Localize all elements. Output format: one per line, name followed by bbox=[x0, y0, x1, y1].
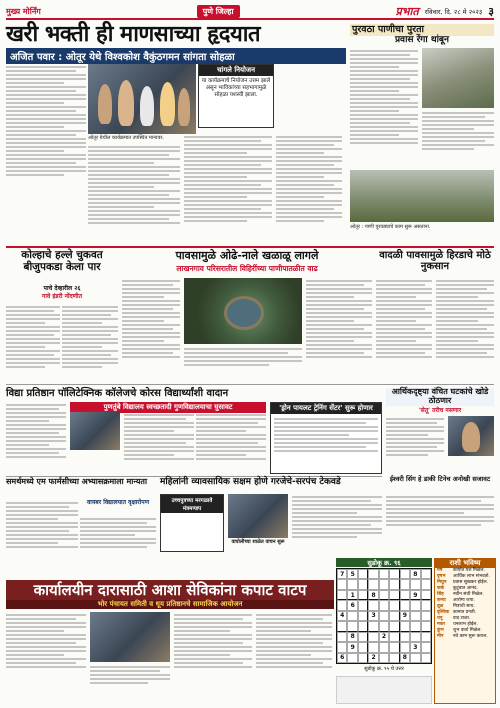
horoscope-list bbox=[435, 568, 495, 640]
story-2-photo-text bbox=[184, 346, 302, 382]
lead-text-column-4 bbox=[276, 134, 342, 244]
sudoku-cell bbox=[358, 653, 368, 663]
sudoku-cell: 3 bbox=[368, 611, 378, 621]
story-2-title: पावसामुळे ओढे-नाले खळाळू लागले bbox=[175, 249, 319, 262]
sudoku-cell: 1 bbox=[347, 590, 357, 600]
sudoku-cell bbox=[358, 621, 368, 631]
horoscope-text: आरोग्य जपा. bbox=[453, 598, 475, 603]
story-5-column bbox=[386, 416, 444, 474]
story-6-column bbox=[386, 494, 494, 548]
sudoku-cell bbox=[379, 642, 389, 652]
story-1-column-1 bbox=[6, 304, 60, 384]
sudoku-cell bbox=[400, 621, 410, 631]
sudoku-cell bbox=[368, 569, 378, 579]
sudoku-cell bbox=[337, 642, 347, 652]
sudoku-cell bbox=[379, 579, 389, 589]
horoscope-text: वाद टाळा. bbox=[453, 616, 471, 621]
horoscope-sign: सिंह bbox=[437, 592, 444, 597]
sudoku-cell bbox=[337, 590, 347, 600]
right-top-column-2 bbox=[422, 110, 494, 168]
sudoku-cell: 8 bbox=[410, 569, 420, 579]
sudoku-cell bbox=[421, 611, 431, 621]
lead-text-column-1 bbox=[6, 64, 86, 204]
sudoku-cell bbox=[337, 621, 347, 631]
sudoku-cell: 8 bbox=[400, 653, 410, 663]
story-1-title: कोल्हाचे हल्ले चुकवत बीजुपकडा केला पार bbox=[21, 249, 103, 273]
sudoku-cell bbox=[368, 600, 378, 610]
section-label: मुख्य मोर्निंग bbox=[6, 6, 41, 16]
horoscope-sign: वृषभ bbox=[437, 574, 446, 579]
bottom-story-sub: भोर पंचायत समिती व धूय प्रतिष्ठानचे सामाजिक आयोजन bbox=[6, 600, 334, 609]
sudoku-cell bbox=[358, 632, 368, 642]
sudoku-cell bbox=[421, 642, 431, 652]
horoscope-text: शुभ वार्ता मिळेल. bbox=[453, 628, 482, 633]
sudoku-cell: 2 bbox=[368, 653, 378, 663]
sudoku-cell bbox=[347, 621, 357, 631]
bottom-column-2 bbox=[90, 664, 170, 704]
sudoku-cell bbox=[410, 653, 420, 663]
story-2-sub: लाखनगाव परिसरातील विहिरींच्या पाणीपातळीत वाढ bbox=[176, 264, 318, 273]
sudoku-cell bbox=[389, 642, 399, 652]
horoscope-sign: मकर bbox=[437, 622, 446, 627]
sudoku-cell bbox=[421, 632, 431, 642]
sudoku-cell: 5 bbox=[347, 569, 357, 579]
right-top-photo-caption: ओतूर : पाणी पुरवठ्याचे काम सुरू असताना. bbox=[350, 224, 431, 230]
sudoku-cell: 3 bbox=[410, 642, 420, 652]
sudoku-grid bbox=[336, 568, 432, 664]
story-7-column-2 bbox=[80, 516, 156, 576]
sudoku-cell bbox=[358, 590, 368, 600]
story-2-column-2 bbox=[306, 278, 372, 382]
sudoku-cell bbox=[389, 621, 399, 631]
sudoku-cell: 8 bbox=[347, 632, 357, 642]
sudoku-cell bbox=[379, 590, 389, 600]
story-4-box-title: 'ड्रोन पायलट ट्रेनिंग सेंटर' सुरू होणार bbox=[271, 403, 381, 414]
horoscope-panel bbox=[434, 558, 496, 704]
masthead-right bbox=[396, 4, 494, 19]
brand-logo: प्रभात bbox=[395, 4, 419, 18]
horoscope-row bbox=[435, 634, 495, 640]
story-1-column-2 bbox=[62, 304, 118, 384]
sudoku-cell bbox=[379, 621, 389, 631]
sudoku-cell bbox=[421, 579, 431, 589]
story-8-photo bbox=[228, 494, 288, 538]
story-3-column-1 bbox=[376, 278, 432, 382]
lead-headline: खरी भक्ती ही माणसाच्या हृदयात bbox=[6, 22, 260, 47]
sudoku-cell: 7 bbox=[337, 569, 347, 579]
bottom-photo bbox=[90, 612, 170, 662]
issue-date: रविवार, दि. २८ मे २०२३ bbox=[424, 7, 483, 16]
masthead bbox=[6, 4, 494, 20]
page-number: ३ bbox=[488, 4, 494, 18]
section-divider bbox=[6, 246, 494, 248]
sudoku-cell bbox=[389, 632, 399, 642]
story-8-title: महिलांनी व्यावसायिक सक्षम होणे गरजेचे-सरपंच टेकवडे bbox=[160, 477, 341, 487]
lead-quote-box bbox=[198, 64, 274, 128]
story-5-portrait bbox=[448, 416, 494, 456]
horoscope-text: कार्यात यश मिळेल. bbox=[453, 568, 485, 573]
story-4-kicker: पुणतुंबे विद्यालय स्वच्छतादी गुणविद्यालयाचा घुसावट bbox=[70, 402, 266, 413]
horoscope-sign: कन्या bbox=[437, 598, 446, 603]
sudoku-title: सुडोकू क्र. ९६ bbox=[336, 558, 432, 567]
story-4-column-2 bbox=[124, 412, 194, 474]
sudoku-cell bbox=[337, 632, 347, 642]
bottom-column-1 bbox=[6, 612, 86, 704]
quote-box-title: चांगले नियोजन bbox=[199, 65, 273, 76]
sudoku-cell: 6 bbox=[347, 600, 357, 610]
sudoku-cell bbox=[400, 590, 410, 600]
lead-subhead: अजित पवार : ओतूर येथे विश्वकोश वैकुंठगमन सांगता सोहळा bbox=[6, 48, 346, 64]
sudoku-cell bbox=[358, 611, 368, 621]
sudoku-cell bbox=[379, 569, 389, 579]
story-1-sub: गावे इंडरी नोंदणीत bbox=[42, 293, 82, 300]
sudoku-cell bbox=[421, 590, 431, 600]
sudoku-cell: 2 bbox=[379, 632, 389, 642]
right-top-subtitle: प्रवास रेंगा थांबून bbox=[394, 35, 450, 45]
horoscope-sign: तूळ bbox=[437, 604, 444, 609]
sudoku-cell bbox=[389, 569, 399, 579]
horoscope-title: राशी भविष्य bbox=[435, 559, 495, 568]
sudoku-cell bbox=[421, 621, 431, 631]
sudoku-cell: 9 bbox=[400, 611, 410, 621]
horoscope-sign: मेष bbox=[437, 568, 443, 573]
sudoku-cell bbox=[421, 653, 431, 663]
horoscope-sign: मीन bbox=[437, 634, 444, 639]
horoscope-sign: कुंभ bbox=[437, 628, 444, 633]
horoscope-text: प्रवास सुखकर होईल. bbox=[453, 580, 489, 585]
sudoku-cell bbox=[368, 632, 378, 642]
sudoku-cell bbox=[347, 611, 357, 621]
story-3-column-2 bbox=[436, 278, 494, 382]
sudoku-cell bbox=[347, 579, 357, 589]
story-7-box bbox=[160, 494, 224, 552]
sudoku-cell: 4 bbox=[337, 611, 347, 621]
sudoku-cell bbox=[358, 642, 368, 652]
horoscope-sign: धनू bbox=[437, 616, 443, 621]
horoscope-sign: वृश्चिक bbox=[437, 610, 450, 615]
sudoku-cell bbox=[358, 569, 368, 579]
sudoku-cell: 6 bbox=[337, 653, 347, 663]
story-4-title: विद्या प्रतिष्ठान पॉलिटेक्निक कॉलेजचे कोरस विद्यार्थ्यांशी वादान bbox=[6, 388, 229, 399]
sudoku-cell: 9 bbox=[410, 590, 420, 600]
sudoku-cell bbox=[368, 621, 378, 631]
story-7-kicker: वायबर विद्यालयात वृक्षारोपण bbox=[86, 499, 150, 506]
advertisement-box bbox=[336, 676, 432, 704]
right-top-column-1 bbox=[350, 48, 418, 168]
horoscope-text: कामात प्रगती. bbox=[453, 610, 477, 615]
story-6-title: ईश्वरी सिंग हे डाकी टिनेच अनोखी सजावट bbox=[389, 475, 491, 483]
horoscope-text: आर्थिक लाभ संभवतो. bbox=[453, 574, 490, 579]
story-4-photo bbox=[70, 412, 120, 450]
story-2-photo-well bbox=[184, 278, 302, 344]
sudoku-cell bbox=[358, 600, 368, 610]
sudoku-cell bbox=[337, 579, 347, 589]
story-5-sub: 'सेतू' तरीच नसणार bbox=[418, 407, 462, 414]
horoscope-sign: कर्क bbox=[437, 586, 445, 591]
story-4-box-text bbox=[274, 416, 378, 472]
sudoku-cell bbox=[358, 579, 368, 589]
sudoku-cell bbox=[389, 611, 399, 621]
sudoku-cell bbox=[389, 579, 399, 589]
sudoku-cell bbox=[379, 653, 389, 663]
sudoku-cell bbox=[389, 600, 399, 610]
section-badge: पुणे जिल्हा bbox=[197, 5, 240, 18]
bottom-column-3 bbox=[174, 612, 252, 704]
sudoku-cell: 9 bbox=[347, 642, 357, 652]
sudoku-cell bbox=[379, 600, 389, 610]
story-7-title: समर्थमध्ये एम फार्मसीच्या अभ्यासक्रमाला मान्यता bbox=[6, 477, 148, 486]
sudoku-cell bbox=[410, 600, 420, 610]
sudoku-cell bbox=[400, 569, 410, 579]
right-top-photo-pipeline bbox=[422, 48, 494, 108]
horoscope-text: कुटुंबात आनंद. bbox=[453, 586, 478, 591]
story-4-column-1 bbox=[6, 402, 66, 474]
sudoku-cell bbox=[410, 621, 420, 631]
story-3-title: वादळी पावसामुळे हिरडाचे मोठे नुकसान bbox=[379, 250, 491, 272]
sudoku-cell bbox=[347, 653, 357, 663]
story-4-box bbox=[270, 402, 382, 474]
horoscope-text: नवे काम सुरू कराल. bbox=[453, 634, 488, 639]
divider-2 bbox=[6, 384, 494, 385]
sudoku-cell bbox=[410, 611, 420, 621]
sudoku-cell bbox=[389, 590, 399, 600]
story-1-kicker: पाचे देव्हारील २६ bbox=[43, 285, 81, 292]
right-top-photo-field bbox=[350, 170, 494, 222]
sudoku-cell bbox=[410, 632, 420, 642]
sudoku-cell bbox=[368, 642, 378, 652]
sudoku-cell bbox=[400, 642, 410, 652]
sudoku-cell bbox=[368, 579, 378, 589]
bottom-story-title: कार्यालयीन दारासाठी आशा सेविकांना कपाट वाटप bbox=[33, 581, 307, 599]
lead-photo-ceremony bbox=[88, 64, 196, 134]
story-4-column-3 bbox=[196, 412, 266, 474]
lead-photo-caption: ओतूर येथील कार्यक्रमात उपस्थित मान्यवर. bbox=[88, 135, 164, 141]
horoscope-text: नवीन संधी मिळेल. bbox=[453, 592, 484, 597]
sudoku-cell bbox=[410, 579, 420, 589]
story-8-box: वाघोलीच्या शाळेत वाचन सुरू bbox=[231, 539, 285, 545]
story-7-column-1 bbox=[6, 500, 78, 576]
sudoku-cell bbox=[400, 600, 410, 610]
horoscope-sign: मिथुन bbox=[437, 580, 447, 585]
lead-text-column-2 bbox=[88, 144, 180, 244]
story-2-column-1 bbox=[122, 278, 180, 382]
right-top-headline: पुरवठा पाणीचा पुरता bbox=[350, 24, 494, 36]
horoscope-text: मित्रांची साथ. bbox=[453, 604, 475, 609]
lead-text-column-3 bbox=[184, 134, 272, 244]
sudoku-cell bbox=[421, 600, 431, 610]
sudoku-cell bbox=[389, 653, 399, 663]
horoscope-text: धनलाभ होईल. bbox=[453, 622, 478, 627]
sudoku-cell bbox=[400, 632, 410, 642]
sudoku-cell bbox=[379, 611, 389, 621]
bottom-column-4 bbox=[256, 612, 332, 704]
quote-box-text: या कार्यक्रमाचे नियोजन उत्तम झाले असून भाविकांच्या सहभागामुळे सोहळा यशस्वी झाला. bbox=[201, 78, 271, 98]
sudoku-cell bbox=[337, 600, 347, 610]
sudoku-cell bbox=[400, 579, 410, 589]
story-5-title: आर्थिकदृष्ट्या वंचित घटकांचे खोडे ठोठणार bbox=[386, 388, 494, 406]
story-7-box-title: उच्चपुत्रच्या मरगळावे मंत्रमण्डप bbox=[161, 495, 223, 513]
sudoku-cell bbox=[421, 569, 431, 579]
sudoku-answer-label: सुडोकू क्र. ९५ चे उत्तर bbox=[364, 666, 404, 672]
sudoku-cell: 8 bbox=[368, 590, 378, 600]
